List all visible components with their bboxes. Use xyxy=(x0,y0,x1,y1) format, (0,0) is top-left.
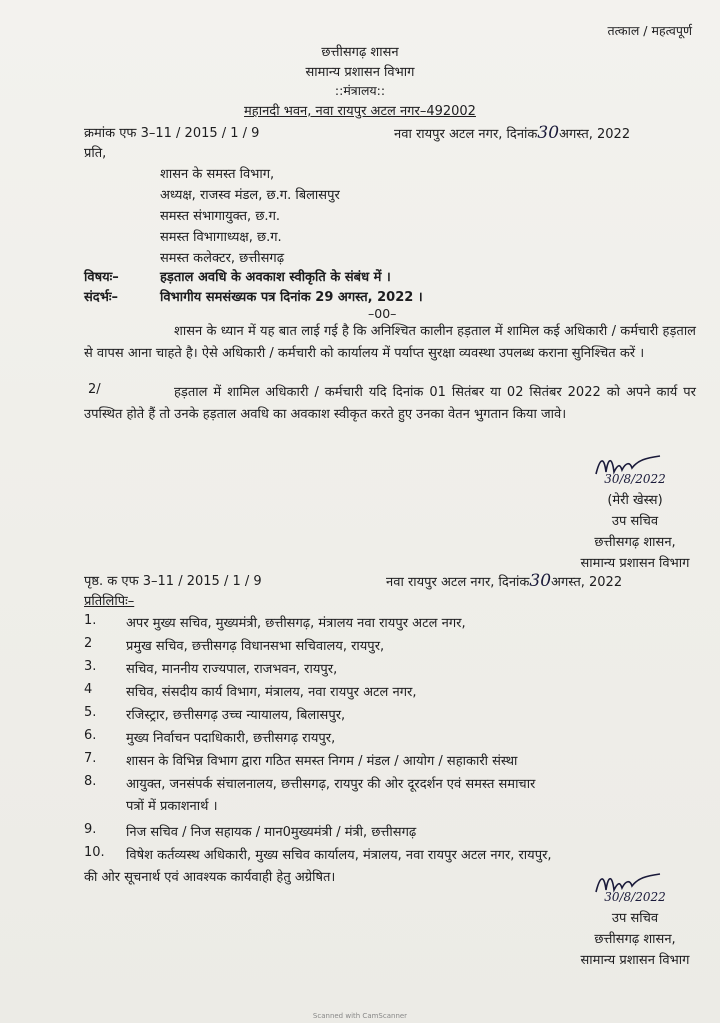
separator-mark: –00– xyxy=(368,306,397,321)
signature-block xyxy=(550,450,720,571)
signatory2-designation: उप सचिव xyxy=(611,911,659,926)
copy-item-text: रजिस्ट्रार, छत्तीसगढ़ उच्च न्यायालय, बिलासपुर, xyxy=(126,708,346,723)
signature-block-2 xyxy=(550,868,720,968)
header-department: सामान्य प्रशासन विभाग xyxy=(305,65,415,80)
priority-label: तत्काल / महत्वपूर्ण xyxy=(607,23,692,38)
signatory-department: सामान्य प्रशासन विभाग xyxy=(580,556,690,571)
subject-label: विषयः– xyxy=(84,270,119,285)
recipient-item: शासन के समस्त विभाग, xyxy=(160,167,275,182)
scanner-footer: Scanned with CamScanner xyxy=(312,1012,408,1020)
signatory-name: (मेरी खेस्स) xyxy=(607,493,663,508)
copy-item-text: आयुक्त, जनसंपर्क संचालनालय, छत्तीसगढ़, रायपुर की ओर दूरदर्शन एवं समस्त समाचार xyxy=(126,777,536,792)
endorsement-date-rest: अगस्त, 2022 xyxy=(551,575,623,590)
order-date-rest: अगस्त, 2022 xyxy=(559,127,631,142)
copy-item-number: 7. xyxy=(84,751,97,766)
order-place-prefix: नवा रायपुर अटल नगर, दिनांक xyxy=(394,127,538,142)
endorsement-place-date xyxy=(386,571,622,591)
header-address: महानदी भवन, नवा रायपुर अटल नगर–492002 xyxy=(244,104,476,119)
header-ministry: ::मंत्रालय:: xyxy=(334,83,386,98)
signature2-date-handwritten: 30/8/2022 xyxy=(604,890,666,904)
copy-item-number: 4 xyxy=(84,682,93,697)
body-paragraph-2: हड़ताल में शामिल अधिकारी / कर्मचारी यदि दिनांक 01 सितंबर या 02 सितंबर 2022 को अपने कार्य पर उपस्थित होते हैं तो उनके हड़ताल अवधि का अवकाश स्वीकृत करते हुए उनका वेतन भुगतान किया जावे। xyxy=(84,385,696,422)
body-paragraph-2-number: 2/ xyxy=(88,382,101,397)
signatory2-organization: छत्तीसगढ़ शासन, xyxy=(594,932,676,947)
order-place-date xyxy=(394,123,630,143)
copy-item-text: सचिव, संसदीय कार्य विभाग, मंत्रालय, नवा रायपुर अटल नगर, xyxy=(126,685,417,700)
endorsement-number: पृष्ठ. क एफ 3–11 / 2015 / 1 / 9 xyxy=(84,574,262,589)
recipient-item: समस्त संभागायुक्त, छ.ग. xyxy=(160,209,281,224)
copy-item-text: शासन के विभिन्न विभाग द्वारा गठित समस्त निगम / मंडल / आयोग / सहाकारी संस्था xyxy=(126,754,518,769)
copy-item-number: 6. xyxy=(84,728,97,743)
header-government: छत्तीसगढ़ शासन xyxy=(321,45,399,60)
copy-item-text: पत्रों में प्रकाशनार्थ । xyxy=(126,799,218,814)
recipient-item: समस्त कलेक्टर, छत्तीसगढ़ xyxy=(160,251,285,266)
signatory-organization: छत्तीसगढ़ शासन, xyxy=(594,535,676,550)
order-date-day-handwritten: 30 xyxy=(537,123,560,143)
reference-label: संदर्भः– xyxy=(84,290,118,305)
copy-item-number: 2 xyxy=(84,636,93,651)
signatory2-department: सामान्य प्रशासन विभाग xyxy=(580,953,690,968)
endorsement-place-prefix: नवा रायपुर अटल नगर, दिनांक xyxy=(386,575,530,590)
signatory-designation: उप सचिव xyxy=(611,514,659,529)
copy-item-text: प्रमुख सचिव, छत्तीसगढ़ विधानसभा सचिवालय, रायपुर, xyxy=(126,639,385,654)
copy-item-number: 3. xyxy=(84,659,97,674)
subject-text: हड़ताल अवधि के अवकाश स्वीकृति के संबंध में । xyxy=(160,270,391,285)
copy-item-number: 8. xyxy=(84,774,97,789)
signature-date-handwritten: 30/8/2022 xyxy=(604,472,666,486)
endorsement-date-day-handwritten: 30 xyxy=(529,571,552,591)
copy-item-number: 5. xyxy=(84,705,97,720)
reference-text: विभागीय समसंख्यक पत्र दिनांक 29 अगस्त, 2022 । xyxy=(160,290,423,305)
copy-item-text: मुख्य निर्वाचन पदाधिकारी, छत्तीसगढ़ रायपुर, xyxy=(126,731,336,746)
copy-label: प्रतिलिपिः– xyxy=(84,594,135,609)
recipient-item: समस्त विभागाध्यक्ष, छ.ग. xyxy=(160,230,282,245)
recipient-item: अध्यक्ष, राजस्व मंडल, छ.ग. बिलासपुर xyxy=(160,188,340,203)
copies-closing: की ओर सूचनार्थ एवं आवश्यक कार्यवाही हेतु अग्रेषित। xyxy=(84,870,336,885)
copy-item-text: अपर मुख्य सचिव, मुख्यमंत्री, छत्तीसगढ़, मंत्रालय नवा रायपुर अटल नगर, xyxy=(126,616,466,631)
copy-item-text: विषेश कर्तव्यस्थ अधिकारी, मुख्य सचिव कार्यालय, मंत्रालय, नवा रायपुर अटल नगर, रायपुर, xyxy=(126,848,552,863)
copy-item-number: 9. xyxy=(84,822,97,837)
copy-item-number: 1. xyxy=(84,613,97,628)
to-label: प्रति, xyxy=(84,146,107,161)
copy-item-number: 10. xyxy=(84,845,105,860)
copy-item-text: निज सचिव / निज सहायक / मान0मुख्यमंत्री / मंत्री, छत्तीसगढ़ xyxy=(126,825,417,840)
copy-item-text: सचिव, माननीय राज्यपाल, राजभवन, रायपुर, xyxy=(126,662,338,677)
body-paragraph-1: शासन के ध्यान में यह बात लाई गई है कि अनिश्चित कालीन हड़ताल में शामिल कई अधिकारी / कर्मचारी हड़ताल से वापस आना चाहते है। ऐसे अधिकारी / कर्मचारी को कार्यालय में पर्याप्त सुरक्षा व्यवस्था उपलब्ध कराना सुनिश्चित करें । xyxy=(84,324,696,361)
order-number: क्रमांक एफ 3–11 / 2015 / 1 / 9 xyxy=(84,126,260,141)
